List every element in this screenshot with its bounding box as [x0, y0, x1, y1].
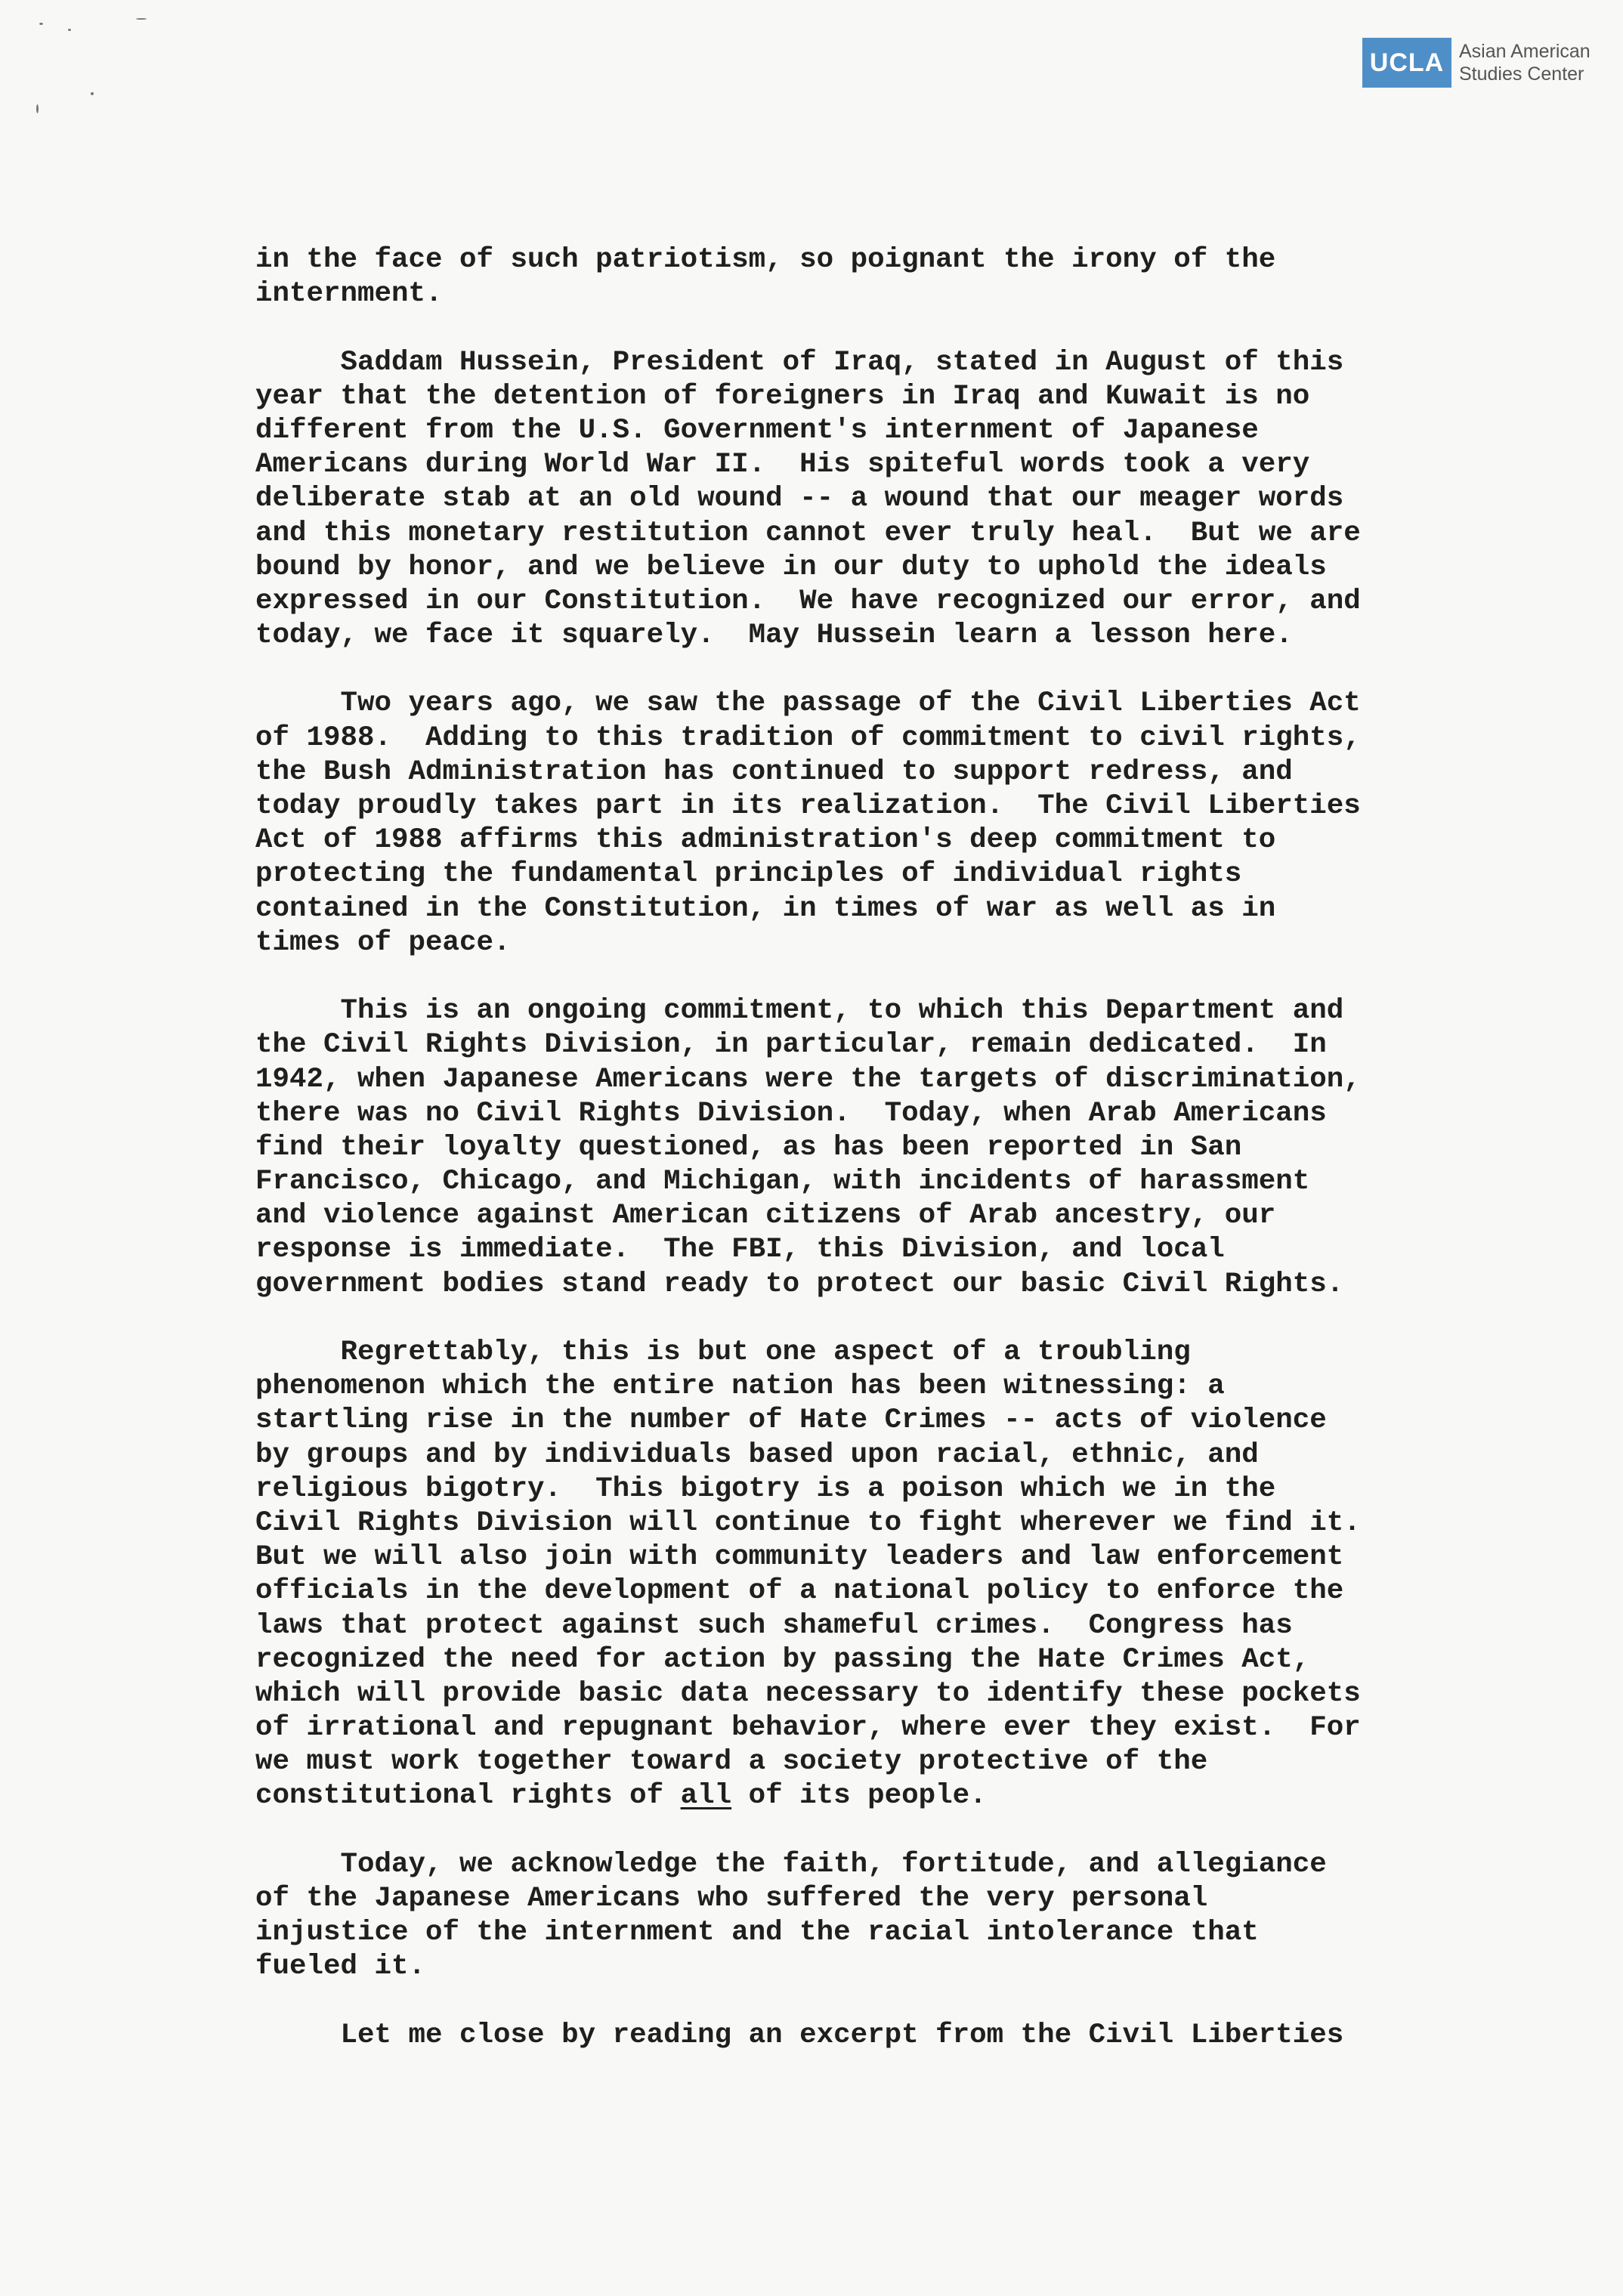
text-line: But we will also join with community leaders and law enforcement: [255, 1541, 1344, 1574]
paragraph: [255, 243, 1525, 311]
text-line: bound by honor, and we believe in our duty to uphold the ideals: [255, 551, 1327, 583]
text-line: which will provide basic data necessary to identify these pockets: [255, 1677, 1361, 1710]
text-line: today, we face it squarely. May Hussein learn a lesson here.: [255, 620, 1293, 652]
paragraph: [255, 1336, 1525, 1814]
text-line: Today, we acknowledge the faith, fortitude, and allegiance: [255, 1848, 1327, 1880]
text-line: Two years ago, we saw the passage of the Civil Liberties Act: [255, 688, 1361, 720]
text-line: year that the detention of foreigners in Iraq and Kuwait is no: [255, 380, 1310, 413]
text-line: Americans during World War II. His spiteful words took a very: [255, 449, 1310, 481]
paragraph: [255, 346, 1525, 654]
paragraph: [255, 2019, 1525, 2053]
text-line: injustice of the internment and the racial intolerance that: [255, 1917, 1259, 1949]
text-line: of 1988. Adding to this tradition of commitment to civil rights,: [255, 722, 1361, 754]
text-line: today proudly takes part in its realization. The Civil Liberties: [255, 790, 1361, 822]
logo-line-1: Asian American: [1459, 41, 1591, 62]
text-line: startling rise in the number of Hate Crimes -- acts of violence: [255, 1404, 1327, 1437]
scan-speck: [36, 104, 39, 113]
logo-line-2: Studies Center: [1459, 63, 1584, 85]
scan-speck: [68, 29, 71, 31]
text-line: religious bigotry. This bigotry is a poison which we in the: [255, 1472, 1276, 1505]
paragraph: [255, 687, 1525, 960]
text-line: phenomenon which the entire nation has been witnessing: a: [255, 1370, 1225, 1403]
text-line: recognized the need for action by passing the Hate Crimes Act,: [255, 1643, 1310, 1676]
text-line: different from the U.S. Government's internment of Japanese: [255, 414, 1259, 447]
text-line: government bodies stand ready to protect our basic Civil Rights.: [255, 1268, 1344, 1300]
text-line: times of peace.: [255, 926, 511, 959]
text-line: fueled it.: [255, 1951, 426, 1983]
scan-speck: [136, 18, 147, 20]
text-line: This is an ongoing commitment, to which this Department and: [255, 995, 1344, 1027]
text-line: in the face of such patriotism, so poignant the irony of the: [255, 244, 1276, 276]
text-line: and this monetary restitution cannot ever truly heal. But we are: [255, 517, 1361, 549]
text-line: deliberate stab at an old wound -- a wound that our meager words: [255, 483, 1344, 515]
text-line: Francisco, Chicago, and Michigan, with incidents of harassment: [255, 1166, 1310, 1198]
text-line-with-underline: [255, 1779, 1525, 1813]
text-line: find their loyalty questioned, as has been reported in San: [255, 1131, 1242, 1163]
text-line: response is immediate. The FBI, this Division, and local: [255, 1234, 1225, 1266]
text-line: internment.: [255, 278, 443, 311]
ucla-logo: [1362, 38, 1597, 88]
ucla-logo-box: UCLA: [1362, 38, 1451, 88]
text-line: protecting the fundamental principles of individual rights: [255, 858, 1242, 891]
text-line: by groups and by individuals based upon racial, ethnic, and: [255, 1438, 1259, 1471]
text-line: Regrettably, this is but one aspect of a troubling: [255, 1337, 1191, 1368]
scan-speck: [91, 92, 94, 95]
text-line: officials in the development of a national policy to enforce the: [255, 1575, 1344, 1608]
document-body: [255, 243, 1525, 2053]
text-line: of the Japanese Americans who suffered the very personal: [255, 1883, 1208, 1914]
paragraph: [255, 1848, 1525, 1985]
text-line: contained in the Constitution, in times of war as well as in: [255, 892, 1276, 925]
text-line: Civil Rights Division will continue to fight wherever we find it.: [255, 1506, 1361, 1539]
scan-speck: [39, 23, 43, 25]
text-line: the Bush Administration has continued to support redress, and: [255, 756, 1293, 788]
text-line: Let me close by reading an excerpt from the Civil Liberties: [255, 2019, 1344, 2051]
paragraph: [255, 994, 1525, 1302]
ucla-logo-text: [1459, 40, 1591, 85]
text-line: 1942, when Japanese Americans were the targets of discrimination,: [255, 1063, 1361, 1095]
text-line: laws that protect against such shameful crimes. Congress has: [255, 1609, 1293, 1642]
text-fragment: constitutional rights of: [255, 1780, 681, 1812]
text-line: Saddam Hussein, President of Iraq, stated in August of this: [255, 346, 1344, 379]
text-fragment: of its people.: [731, 1780, 987, 1812]
text-line: and violence against American citizens of Arab ancestry, our: [255, 1200, 1276, 1232]
text-line: the Civil Rights Division, in particular, remain dedicated. In: [255, 1029, 1327, 1061]
underlined-word: all: [680, 1780, 732, 1812]
text-line: expressed in our Constitution. We have recognized our error, and: [255, 585, 1361, 617]
text-line: we must work together toward a society protective of the: [255, 1746, 1208, 1778]
text-line: Act of 1988 affirms this administration's deep commitment to: [255, 824, 1276, 857]
text-line: of irrational and repugnant behavior, where ever they exist. For: [255, 1712, 1361, 1744]
text-line: there was no Civil Rights Division. Today, when Arab Americans: [255, 1097, 1327, 1129]
